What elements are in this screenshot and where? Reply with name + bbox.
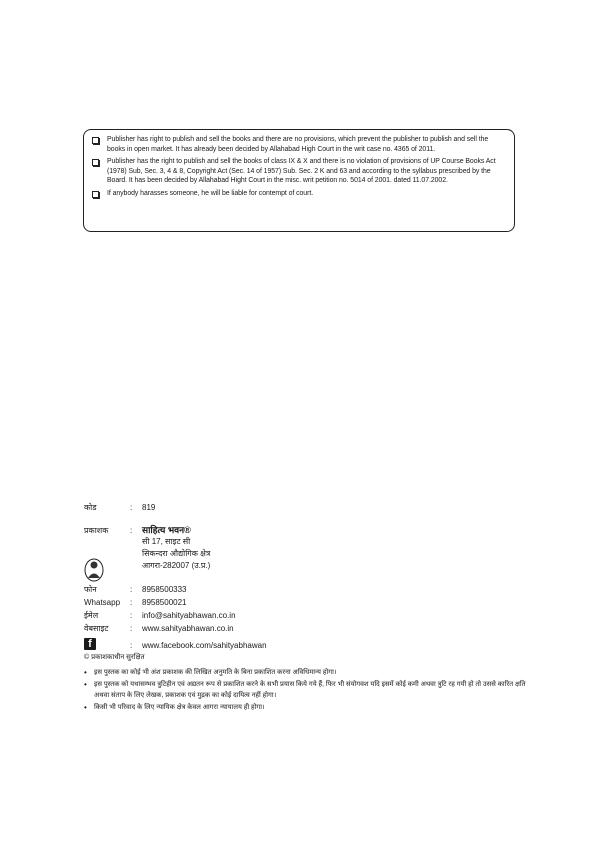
notice-text: Publisher has the right to publish and sell the books of class IX & X and there is no violation of provisions of UP Course Books Act (1978) Sub, Sec. 3, 4 & 8, Copyright Act (Sec. 14 of 1957) Sub. Sec. 2 K and 63 and according to the syllabus prescribed by the Board. It has been decided by Allahabad Hight Court in the misc. writ petition no. 5014 of 2001. dated 11.07.2002. xyxy=(107,158,496,184)
code-value: 819 xyxy=(142,503,156,512)
notice-item xyxy=(92,189,506,199)
whatsapp-value: 8958500021 xyxy=(142,598,187,607)
separator: : xyxy=(130,624,133,633)
checkbox-bullet-icon xyxy=(92,191,99,198)
notice-text: Publisher has right to publish and sell the books and there are no provisions, which prevent the publisher to publish and sell the books in open market. It has already been decided by Allahabad High Court in the writ case no. 4365 of 2011. xyxy=(107,136,489,153)
publisher-label: प्रकाशक xyxy=(84,526,109,535)
address-line xyxy=(142,536,190,548)
notice-item xyxy=(92,135,506,154)
website-label: वेबसाइट xyxy=(84,624,109,633)
email-value[interactable]: info@sahityabhawan.co.in xyxy=(142,611,236,620)
website-value[interactable]: www.sahityabhawan.co.in xyxy=(142,624,234,633)
rule-item xyxy=(84,702,534,713)
phone-value: 8958500333 xyxy=(142,585,187,594)
website-row xyxy=(84,623,234,635)
bullet-icon: • xyxy=(84,703,87,712)
whatsapp-row xyxy=(84,597,187,609)
address-line xyxy=(142,560,210,572)
publisher-name: साहित्य भवन® xyxy=(142,525,191,535)
legal-rules-list xyxy=(84,667,534,714)
rule-text: इस पुस्तक को यथासम्भव त्रुटिहीन एवं अद्यतन रूप से प्रकाशित करने के सभी प्रयास किये गये हैं, फिर भी संयोगवश यदि इसमें कोई कमी अथवा त्रुटि रह गयी हो तो उससे कारित क्षति अथवा संताप के लिए लेखक, प्रकाशक एवं मुद्रक का कोई दायित्व नहीं होगा। xyxy=(94,681,526,699)
address-line-2: सिकन्दरा औद्योगिक क्षेत्र xyxy=(142,549,211,558)
rule-item xyxy=(84,667,534,678)
address-line-1: सी 17, साइट सी xyxy=(142,537,191,546)
rule-text: इस पुस्तक का कोई भी अंश प्रकाशक की लिखित अनुमति के बिना प्रकाशित करना अविधिमान्य होगा। xyxy=(94,669,337,676)
email-row xyxy=(84,610,236,622)
separator: : xyxy=(130,598,133,607)
rule-item xyxy=(84,679,534,701)
separator: : xyxy=(130,641,133,650)
facebook-icon: f xyxy=(84,638,96,650)
notice-item xyxy=(92,157,506,186)
publisher-emblem-icon xyxy=(84,556,104,582)
email-label: ईमेल xyxy=(84,611,99,620)
notice-text: If anybody harasses someone, he will be liable for contempt of court. xyxy=(107,189,314,197)
phone-label: फोन xyxy=(84,585,97,594)
separator: : xyxy=(130,611,133,620)
address-line-3: आगरा-282007 (उ.प्र.) xyxy=(142,561,211,570)
separator: : xyxy=(130,526,133,535)
separator: : xyxy=(130,503,133,512)
code-label: कोड xyxy=(84,503,97,512)
phone-row xyxy=(84,584,187,596)
bullet-icon: • xyxy=(84,680,87,689)
whatsapp-label: Whatsapp xyxy=(84,598,121,607)
checkbox-bullet-icon xyxy=(92,137,99,144)
legal-notice-box xyxy=(83,129,515,232)
address-line xyxy=(142,548,210,560)
code-row xyxy=(84,502,155,514)
facebook-row xyxy=(130,640,267,652)
facebook-value[interactable]: www.facebook.com/sahityabhawan xyxy=(142,641,267,650)
rule-text: किसी भी परिवाद के लिए न्यायिक क्षेत्र केवल आगरा न्यायालय ही होगा। xyxy=(94,704,265,711)
checkbox-bullet-icon xyxy=(92,159,99,166)
copyright-notice: © प्रकाशकाधीन सुरक्षित xyxy=(84,654,145,661)
separator: : xyxy=(130,585,133,594)
bullet-icon: • xyxy=(84,668,87,677)
